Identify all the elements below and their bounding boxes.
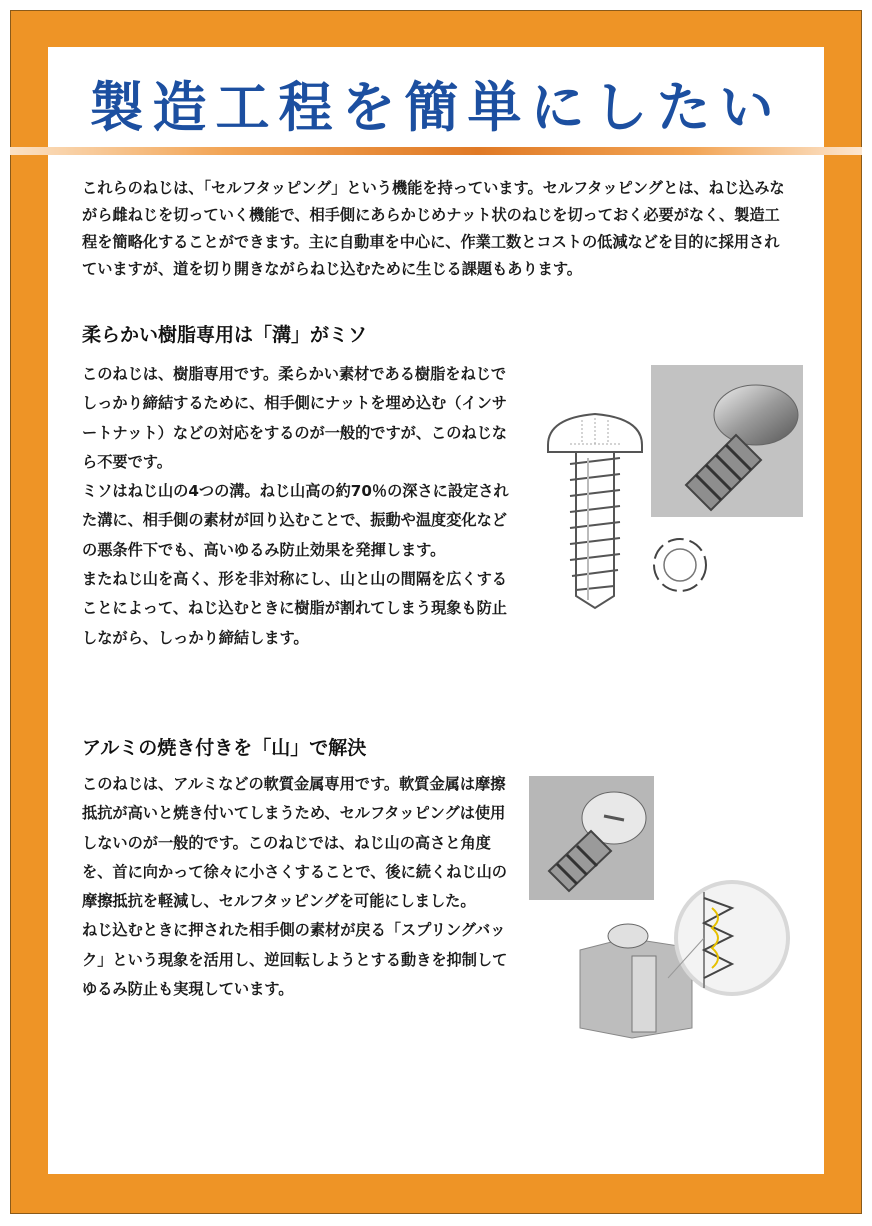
page-title: 製造工程を簡単にしたい [89, 76, 783, 139]
section2-paragraph-2: ねじ込むときに押された相手側の素材が戻る「スプリングバック」という現象を活用し、逆回転しようとする動きを抑制してゆるみ防止も実現しています。 [82, 921, 508, 999]
section1-paragraph-2: ミソはねじ山の4つの溝。ねじ山高の約70％の深さに設定された溝に、相手側の素材が回り込むことで、振動や温度変化などの悪条件下でも、高いゆるみ防止効果を発揮します。 [82, 482, 509, 559]
resin-screw-diagram-icon [540, 400, 650, 612]
aluminum-cutaway-diagram-icon [572, 878, 790, 1040]
section2-body [82, 770, 514, 1004]
section1-body [82, 360, 514, 653]
section1-heading: 柔らかい樹脂専用は「溝」がミソ [82, 324, 368, 346]
section2-heading: アルミの焼き付きを「山」で解決 [82, 737, 367, 759]
section1-paragraph-3: またねじ山を高く、形を非対称にし、山と山の間隔を広くすることによって、ねじ込むときに樹脂が割れてしまう現象も防止しながら、しっかり締結します。 [82, 570, 507, 647]
title-rule [10, 147, 862, 155]
resin-screw-photo [651, 365, 803, 517]
section1-paragraph-1: このねじは、樹脂専用です。柔らかい素材である樹脂をねじでしっかり締結するために、相手側にナットを埋め込む（インサートナット）などの対応をするのが一般的ですが、このねじなら不要です。 [82, 365, 507, 471]
section2-paragraph-1: このねじは、アルミなどの軟質金属専用です。軟質金属は摩擦抵抗が高いと焼き付いてしまうため、セルフタッピングは使用しないのが一般的です。このねじでは、ねじ山の高さと角度を、首に向かって徐々に小さくすることで、後に続くねじ山の摩擦抵抗を軽減し、セルフタッピングを可能にしました。 [82, 775, 507, 911]
thread-section-diagram-icon [650, 535, 710, 595]
intro-paragraph: これらのねじは、「セルフタッピング」という機能を持っています。セルフタッピングとは、ねじ込みながら雌ねじを切っていく機能で、相手側にあらかじめナット状のねじを切っておく必要がなく、製造工程を簡略化することができます。主に自動車を中心に、作業工数とコストの低減などを目的に採用されていますが、道を切り開きながらねじ込むために生じる課題もあります。 [82, 179, 785, 278]
